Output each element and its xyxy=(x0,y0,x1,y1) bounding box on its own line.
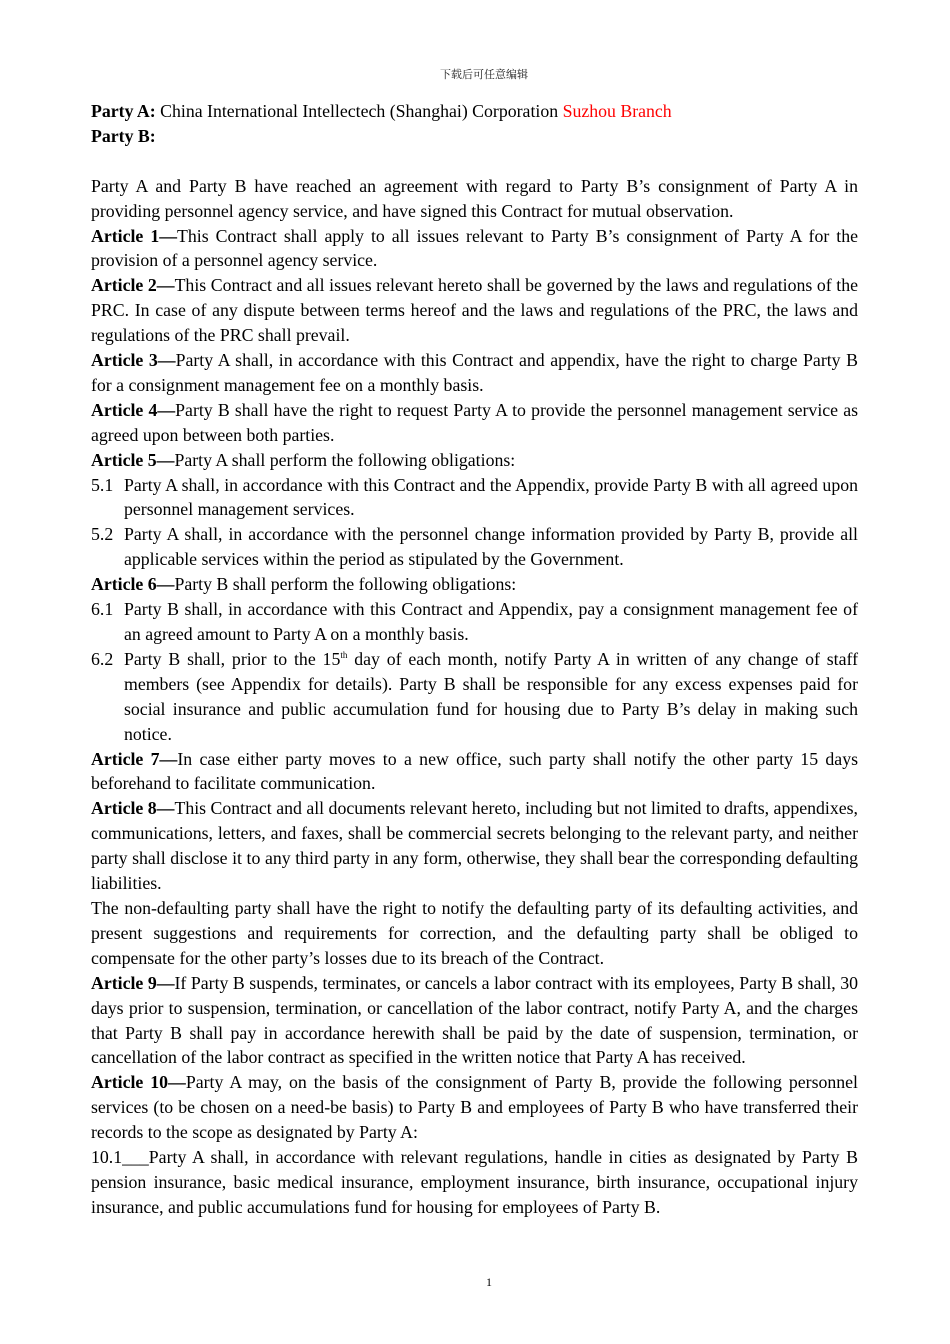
clause-6-1-text: Party B shall, in accordance with this Contract and Appendix, pay a consignment management fee of an agreed amount to Party A on a monthly basis. xyxy=(124,599,858,645)
clause-6-2 xyxy=(91,647,858,747)
clause-5-1-text: Party A shall, in accordance with this Contract and the Appendix, provide Party B with all agreed upon personnel management services. xyxy=(124,474,858,520)
article-5 xyxy=(91,448,858,473)
article-9-label: Article 9— xyxy=(91,972,175,993)
article-1-label: Article 1— xyxy=(91,225,177,246)
clause-6-2-number: 6.2 xyxy=(91,648,114,669)
article-9 xyxy=(91,971,858,1071)
article-9-text: If Party B suspends, terminates, or cancels a labor contract with its employees, Party B shall, 30 days prior to suspension, termination, or cancellation of the labor contract, notify Party A, and the charges that Party B shall pay in accordance herewith shall be paid by the date of suspension, termination, or cancellation of the labor contract as specified in the written notice that Party A has received. xyxy=(91,972,859,1068)
party-b-line xyxy=(91,124,858,149)
article-2-label: Article 2— xyxy=(91,275,175,296)
article-5-text: Party A shall perform the following obligations: xyxy=(174,449,516,470)
page-header: 下载后可任意编辑 xyxy=(440,68,528,81)
article-4-label: Article 4— xyxy=(91,399,176,420)
clause-5-2-text: Party A shall, in accordance with the personnel change information provided by Party B, provide all applicable services within the period as stipulated by the Government. xyxy=(124,524,858,570)
article-3-text: Party A shall, in accordance with this Contract and appendix, have the right to charge Party B for a consignment management fee on a monthly basis. xyxy=(91,350,859,395)
article-10 xyxy=(91,1070,858,1145)
article-4-text: Party B shall have the right to request Party A to provide the personnel management service as agreed upon between both parties. xyxy=(91,399,859,445)
article-8 xyxy=(91,796,858,896)
article-2-text: This Contract and all issues relevant hereto shall be governed by the laws and regulations of the PRC. In case of any dispute between terms hereof and the laws and regulations of the PRC, the laws and regulations of the PRC shall prevail. xyxy=(91,275,858,346)
article-5-label: Article 5— xyxy=(91,449,175,470)
party-a-label: Party A: xyxy=(91,101,156,121)
party-a-line xyxy=(91,99,858,124)
article-10-text: Party A may, on the basis of the consignment of Party B, provide the following personnel services (to be chosen on a need-be basis) to Party B and employees of Party B who have transferred their records to the scope as designated by Party A: xyxy=(91,1072,858,1143)
contract-body xyxy=(91,99,858,1220)
article-7-text: In case either party moves to a new office, such party shall notify the other party 15 days beforehand to facilitate communication. xyxy=(91,748,859,794)
clause-6-2-text xyxy=(124,647,858,747)
article-7 xyxy=(91,747,858,797)
article-8-label: Article 8— xyxy=(91,798,175,819)
article-6-text: Party B shall perform the following obligations: xyxy=(174,574,517,595)
clause-10-1 xyxy=(91,1145,858,1220)
clause-6-1 xyxy=(91,597,858,647)
article-2 xyxy=(91,273,858,348)
party-a-branch: Suzhou Branch xyxy=(562,101,672,121)
article-8-paragraph-2: The non-defaulting party shall have the right to notify the defaulting party of its defaulting activities, and present suggestions and requirements for correction, and the defaulting party shall be obliged to compensate for the other party’s losses due to its breach of the Contract. xyxy=(91,897,858,968)
clause-6-1-number: 6.1 xyxy=(91,599,114,620)
article-6-label: Article 6— xyxy=(91,574,175,595)
article-7-label: Article 7— xyxy=(91,748,178,769)
clause-5-2 xyxy=(91,522,858,572)
intro-paragraph: Party A and Party B have reached an agreement with regard to Party B’s consignment of Party A in providing personnel agency service, and have signed this Contract for mutual observation. xyxy=(91,175,858,221)
party-a-name: China International Intellectech (Shanghai) Corporation xyxy=(160,101,559,121)
article-1 xyxy=(91,224,858,274)
article-1-text: This Contract shall apply to all issues relevant to Party B’s consignment of Party A for the provision of a personnel agency service. xyxy=(91,225,858,271)
clause-5-1 xyxy=(91,473,858,523)
article-8-text: This Contract and all documents relevant hereto, including but not limited to drafts, appendixes, communications, letters, and faxes, shall be commercial secrets belonging to the relevant party, and neither party shall disclose it to any third party in any form, otherwise, they shall bear the corresponding defaulting liabilities. xyxy=(91,798,858,894)
article-6 xyxy=(91,572,858,597)
clause-5-1-number: 5.1 xyxy=(91,474,114,495)
page-number: 1 xyxy=(486,1275,492,1289)
clause-6-2-text-before: Party B shall, prior to the 15 xyxy=(124,648,341,669)
ordinal-suffix: th xyxy=(340,650,348,660)
article-10-label: Article 10— xyxy=(91,1072,186,1093)
article-4 xyxy=(91,398,858,448)
clause-10-1-text: Party A shall, in accordance with relevant regulations, handle in cities as designated by Party B pension insurance, basic medical insurance, employment insurance, birth insurance, occupational injury insurance, and public accumulations fund for housing for employees of Party B. xyxy=(91,1147,858,1217)
party-b-label: Party B: xyxy=(91,125,156,146)
article-3-label: Article 3— xyxy=(91,350,176,371)
article-3 xyxy=(91,348,858,398)
clause-5-2-number: 5.2 xyxy=(91,524,114,545)
clause-6-2-text-after: day of each month, notify Party A in written of any change of staff members (see Appendix for details). Party B shall be responsible for any excess expenses paid for social insurance and public accumulation fund for housing due to Party B’s delay in making such notice. xyxy=(124,648,858,744)
blank-line xyxy=(91,149,858,174)
clause-10-1-number: 10.1___ xyxy=(91,1147,149,1168)
